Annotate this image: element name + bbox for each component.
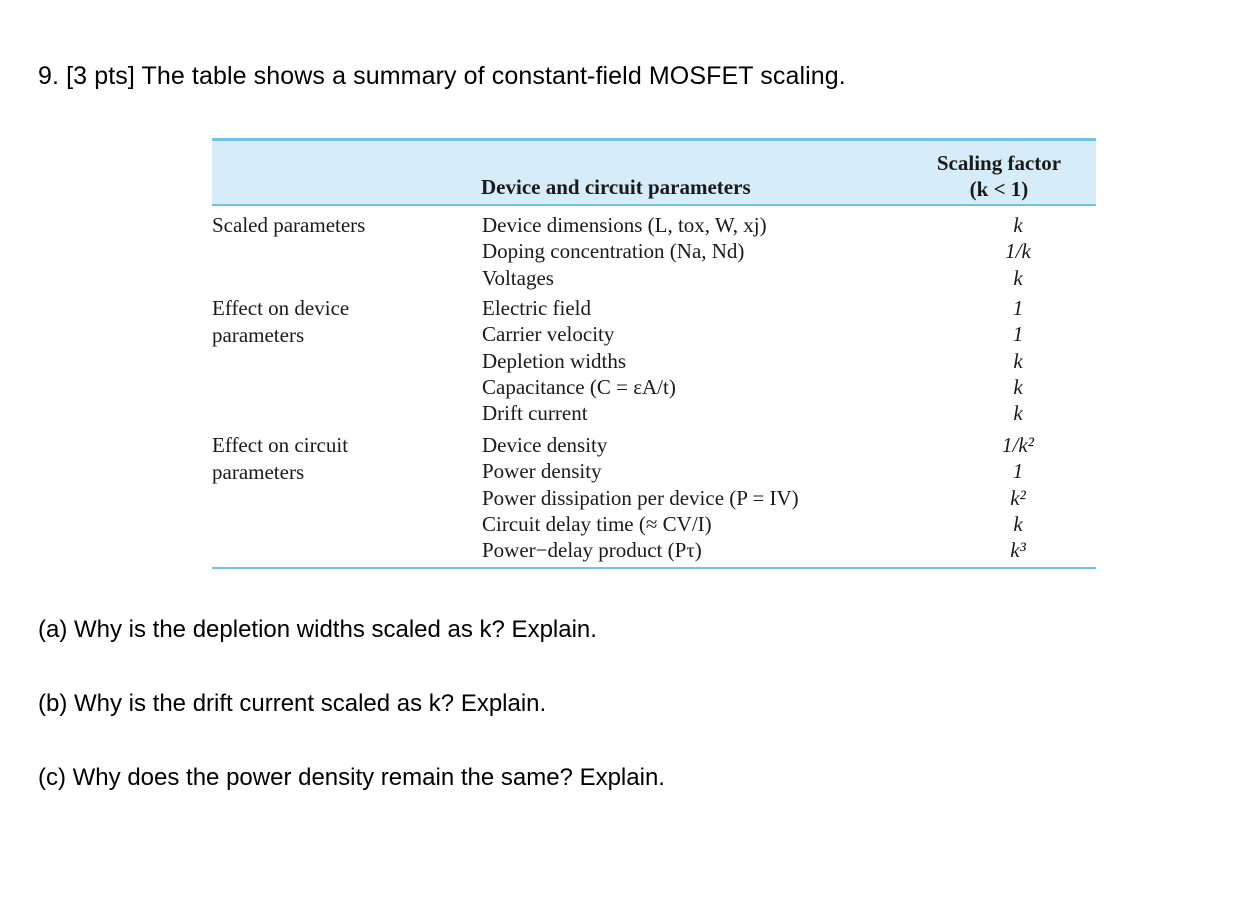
table-row-factor: k	[1013, 213, 1023, 237]
table-row-factor: 1	[1012, 459, 1024, 484]
header-scaling-factor: Scaling factor	[936, 151, 1062, 175]
subquestion-a: (a) Why is the depletion widths scaled as k? Explain.	[38, 616, 597, 643]
header-parameters: Device and circuit parameters	[481, 175, 751, 199]
table-row-param: Power−delay product (Pτ)	[482, 538, 702, 563]
table-row-param: Electric field	[482, 296, 592, 320]
table-row-factor: 1	[1012, 322, 1024, 347]
table-row-factor: k²	[1010, 485, 1026, 510]
header-scaling-condition: (k < 1)	[969, 177, 1029, 201]
table-row-param: Drift current	[482, 401, 588, 426]
table-bottom-rule	[212, 567, 1096, 569]
table-row-factor: k	[1013, 348, 1023, 373]
table-row-factor: k	[1013, 265, 1023, 290]
table-row-factor: 1/k²	[1002, 433, 1034, 457]
table-row-factor: k	[1013, 374, 1023, 399]
table-row-factor: 1	[1012, 296, 1024, 320]
table-row-param: Circuit delay time (≈ CV/I)	[482, 511, 712, 536]
table-row-param: Device dimensions (L, tox, W, xj)	[482, 213, 767, 237]
table-row-param: Capacitance (C = εA/t)	[482, 374, 676, 399]
group-label: Effect on device parameters	[212, 296, 350, 347]
table-row-factor: k	[1013, 511, 1023, 536]
subquestion-c: (c) Why does the power density remain the same? Explain.	[38, 764, 665, 791]
question-title: 9. [3 pts] The table shows a summary of constant-field MOSFET scaling.	[38, 62, 846, 90]
table-row-param: Power density	[482, 459, 602, 484]
table-row-factor: 1/k	[1005, 239, 1031, 264]
table-row-param: Power dissipation per device (P = IV)	[482, 485, 799, 510]
table-header	[212, 138, 1096, 206]
table-row-param: Carrier velocity	[482, 322, 615, 347]
subquestion-b: (b) Why is the drift current scaled as k? Explain.	[38, 690, 547, 717]
group-label: Effect on circuit parameters	[212, 433, 349, 484]
table-row-param: Device density	[482, 433, 608, 457]
table-row-factor: k³	[1010, 538, 1026, 563]
group-label: Scaled parameters	[212, 213, 366, 237]
table-row-factor: k	[1013, 401, 1023, 426]
scaling-table	[212, 138, 1096, 572]
table-row-param: Doping concentration (Na, Nd)	[482, 239, 745, 264]
table-row-param: Voltages	[482, 265, 554, 290]
table-row-param: Depletion widths	[482, 348, 627, 373]
